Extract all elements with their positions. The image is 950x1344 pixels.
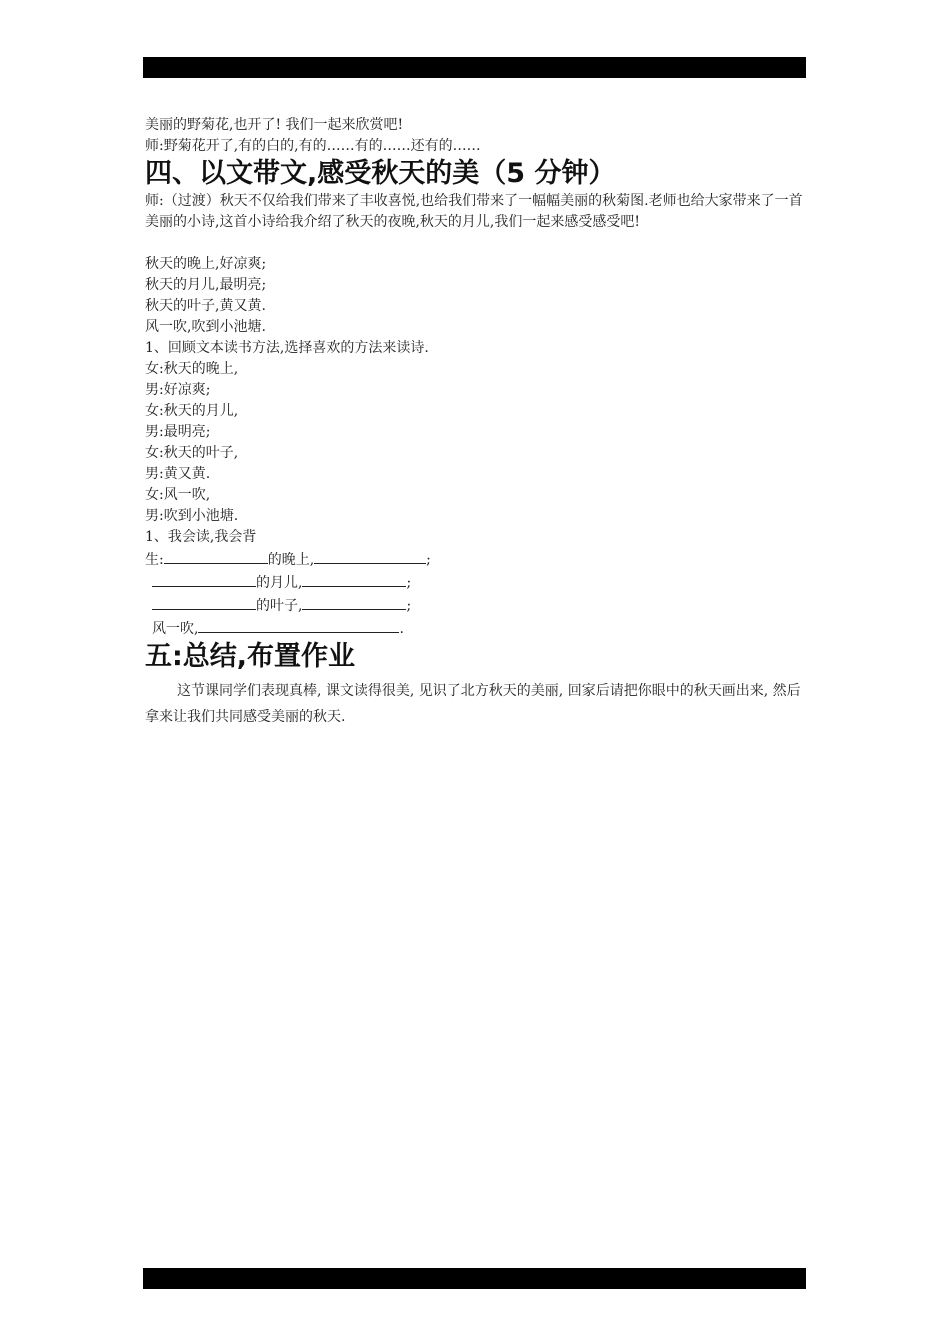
fill-text: 的叶子,: [256, 598, 303, 614]
blank-underline: [152, 594, 256, 610]
fill-text: ;: [426, 552, 431, 568]
dialog-line: 女:秋天的月儿,: [145, 403, 239, 419]
text-line: 师:野菊花开了,有的白的,有的……有的……还有的……: [145, 138, 481, 154]
blank-underline: [302, 594, 406, 610]
fill-text: .: [399, 621, 404, 637]
fill-blank-row: [145, 571, 805, 594]
dialog-line: 男:最明亮;: [145, 424, 211, 440]
blank-underline: [302, 571, 406, 587]
blank-underline: [314, 548, 426, 564]
fill-blank-row: [145, 594, 805, 617]
section-intro: 师:（过渡）秋天不仅给我们带来了丰收喜悦,也给我们带来了一幅幅美丽的秋菊图.老师也给大家带来了一首美丽的小诗,这首小诗给我介绍了秋天的夜晚,秋天的月儿,我们一起来感受感受吧!: [145, 193, 803, 230]
poem-line: 秋天的月儿,最明亮;: [145, 277, 267, 293]
fill-text: 的月儿,: [256, 575, 303, 591]
fill-text: 的晚上,: [267, 552, 315, 568]
dialog-line: 男:黄又黄.: [145, 466, 211, 482]
header-bar: [143, 57, 806, 78]
fill-blank-row: [145, 617, 805, 640]
summary-paragraph: 这节课同学们表现真棒, 课文读得很美, 见识了北方秋天的美丽, 回家后请把你眼中的秋天画出来, 然后拿来让我们共同感受美丽的秋天.: [145, 683, 801, 725]
poem-line: 风一吹,吹到小池塘.: [145, 319, 266, 335]
fill-text: 风一吹,: [152, 621, 199, 637]
document-body: [145, 115, 805, 730]
step-instruction: 1、我会读,我会背: [145, 529, 257, 545]
dialog-line: 女:秋天的晚上,: [145, 361, 239, 377]
section-heading-5: 五:总结,布置作业: [145, 641, 356, 672]
blank-underline: [152, 571, 256, 587]
footer-bar: [143, 1268, 806, 1289]
poem-line: 秋天的晚上,好凉爽;: [145, 256, 267, 272]
poem-line: 秋天的叶子,黄又黄.: [145, 298, 266, 314]
fill-prefix: 生:: [145, 552, 164, 568]
dialog-line: 女:风一吹,: [145, 487, 211, 503]
fill-blank-row: [145, 548, 805, 571]
step-instruction: 1、回顾文本读书方法,选择喜欢的方法来读诗.: [145, 340, 429, 356]
fill-text: ;: [406, 575, 412, 591]
dialog-line: 男:好凉爽;: [145, 382, 211, 398]
text-line: 美丽的野菊花,也开了! 我们一起来欣赏吧!: [145, 117, 404, 133]
section-heading-4: 四、以文带文,感受秋天的美（5 分钟）: [145, 158, 616, 189]
dialog-line: 男:吹到小池塘.: [145, 508, 239, 524]
fill-text: ;: [406, 598, 412, 614]
blank-underline: [198, 617, 399, 633]
dialog-line: 女:秋天的叶子,: [145, 445, 239, 461]
spacer: [145, 233, 805, 254]
blank-underline: [164, 548, 268, 564]
